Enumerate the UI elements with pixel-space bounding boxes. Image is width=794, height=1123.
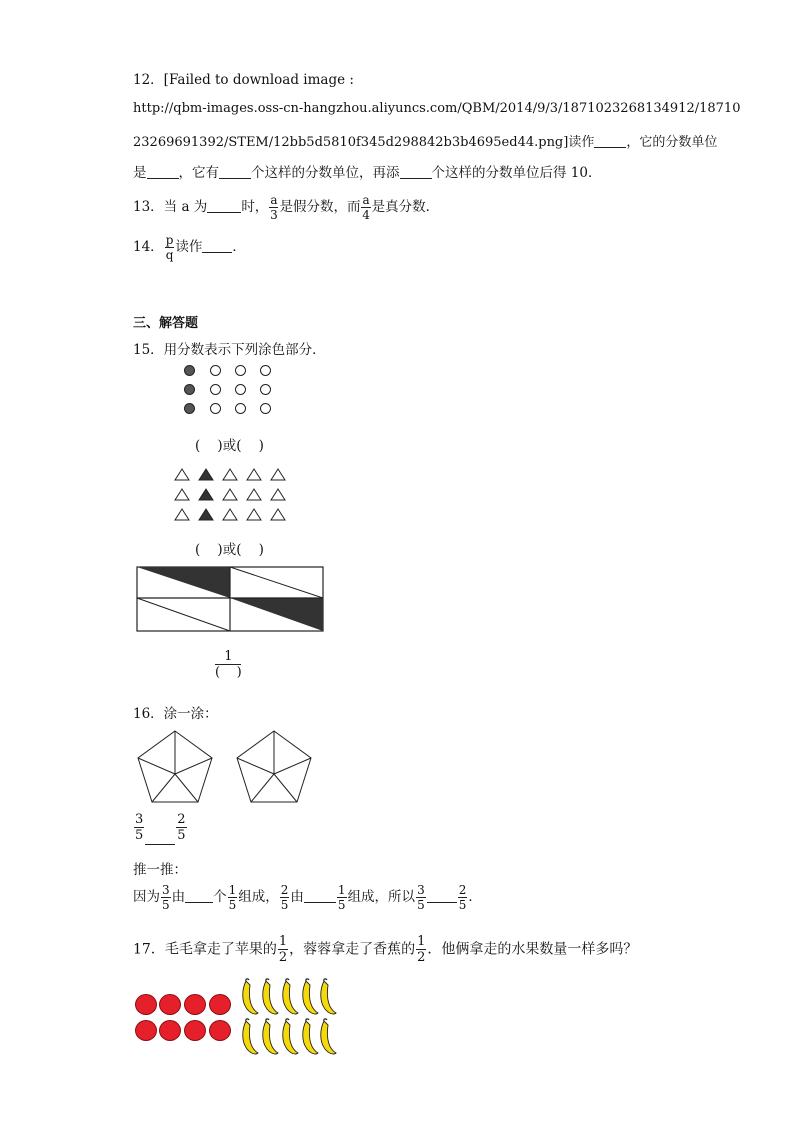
q16-f1-num: 3 <box>135 812 144 827</box>
infer-f3-den: 5 <box>280 898 289 912</box>
dot-empty <box>235 365 246 376</box>
infer-f6-den: 5 <box>458 898 467 912</box>
infer-f: 组成，所以 <box>347 889 416 905</box>
q16-prompt: 16．涂一涂： <box>133 706 218 722</box>
apple-icon <box>159 1020 181 1041</box>
q13-blank[interactable] <box>207 199 241 214</box>
q13-fraction-a3 <box>269 194 278 221</box>
infer-g: ． <box>468 889 482 905</box>
q17-f2-num: 1 <box>417 934 426 949</box>
q17-line <box>133 935 637 964</box>
q15-answer-triangles[interactable]: ( )或( ) <box>195 542 264 558</box>
q13-fraction-a4 <box>361 194 370 221</box>
q12-line3 <box>133 131 717 150</box>
infer-blank-3[interactable] <box>427 889 457 904</box>
q17-c: ．他俩拿走的水果数量一样多吗？ <box>427 941 638 958</box>
dot-empty <box>235 403 246 414</box>
apple-icon <box>209 994 231 1015</box>
q12-line3-text-a: 23269691392/STEM/12bb5d5810f345d298842b3b4695ed44.png]读作 <box>133 135 595 150</box>
q12-line3-text-b: ，它的分数单位 <box>626 135 718 150</box>
infer-blank-2[interactable] <box>304 889 336 904</box>
q14-a: 14． <box>133 239 164 255</box>
q12-blank-count[interactable] <box>219 165 251 180</box>
q14-c: ． <box>232 239 246 255</box>
q12-line4-c: 个这样的分数单位，再添 <box>251 165 400 181</box>
q15-answer-dots[interactable]: ( )或( ) <box>195 438 264 454</box>
q15-prompt: 15．用分数表示下列涂色部分． <box>133 342 326 358</box>
q13-b: 时， <box>241 199 269 215</box>
q12-blank-unit[interactable] <box>147 165 179 180</box>
banana-bunch-icon <box>236 975 344 1061</box>
q13-d: 是真分数． <box>371 199 440 215</box>
pentagon-right <box>234 729 314 805</box>
q17-f1-den: 2 <box>278 950 288 965</box>
q15-rectangle-figure <box>136 566 326 634</box>
q13-frac1-num: a <box>270 193 278 207</box>
q16-f1-den: 5 <box>135 828 144 843</box>
dot-filled <box>184 403 195 414</box>
q14-b: 读作 <box>175 239 203 255</box>
dot-empty <box>235 384 246 395</box>
q12-line4-a: 是 <box>133 165 147 181</box>
infer-f1-num: 3 <box>162 883 170 897</box>
q15-frac-den[interactable]: ( ) <box>215 665 242 680</box>
q14-fraction-pq <box>165 234 175 261</box>
dot-empty <box>260 403 271 414</box>
q14-blank[interactable] <box>202 239 232 254</box>
infer-f5-den: 5 <box>417 898 425 912</box>
infer-f5-num: 3 <box>417 883 425 897</box>
q16-compare-blank[interactable] <box>145 831 175 846</box>
apple-icon <box>209 1020 231 1041</box>
q16-infer-line <box>133 884 482 911</box>
q16-infer-title: 推一推： <box>133 862 187 878</box>
q16-fractions <box>133 813 188 845</box>
infer-f4-num: 1 <box>337 883 346 897</box>
dot-empty <box>260 384 271 395</box>
q13-frac2-num: a <box>362 193 370 207</box>
infer-c: 个 <box>213 889 227 905</box>
infer-f2-num: 1 <box>228 883 237 897</box>
q14-frac-num: p <box>165 233 174 247</box>
q17-f2-den: 2 <box>417 950 426 965</box>
q12-blank-add[interactable] <box>400 165 432 180</box>
apple-icon <box>135 1020 157 1041</box>
q17-a: 17．毛毛拿走了苹果的 <box>133 941 277 958</box>
infer-a: 因为 <box>133 889 160 905</box>
apple-icon <box>184 1020 206 1041</box>
q17-b: ，蓉蓉拿走了香蕉的 <box>289 941 416 958</box>
infer-f2-den: 5 <box>228 898 237 912</box>
q17-f1-num: 1 <box>278 934 288 949</box>
q16-f2-den: 5 <box>177 828 186 843</box>
q12-line4 <box>133 161 601 181</box>
q15-frac-num: 1 <box>224 649 233 664</box>
apple-icon <box>135 994 157 1015</box>
dot-filled <box>184 365 195 376</box>
q14-line <box>133 234 246 261</box>
q12-line4-d: 个这样的分数单位后得 10． <box>431 165 602 181</box>
section-title: 三、解答题 <box>133 316 199 331</box>
apple-icon <box>159 994 181 1015</box>
q13-frac2-den: 4 <box>362 208 370 222</box>
infer-f6-num: 2 <box>458 883 467 897</box>
q13-c: 是假分数，而 <box>279 199 361 215</box>
infer-f4-den: 5 <box>337 898 346 912</box>
q14-frac-den: q <box>165 248 174 262</box>
infer-f1-den: 5 <box>162 898 170 912</box>
infer-f3-num: 2 <box>280 883 289 897</box>
infer-b: 由 <box>171 889 186 905</box>
q12-line4-b: ，它有 <box>178 165 219 181</box>
dot-empty <box>260 365 271 376</box>
q16-f2-num: 2 <box>177 812 186 827</box>
q12-blank-read[interactable] <box>594 134 626 148</box>
dot-empty <box>210 384 221 395</box>
dot-empty <box>210 403 221 414</box>
dot-filled <box>184 384 195 395</box>
dot-empty <box>210 365 221 376</box>
q13-frac1-den: 3 <box>270 208 278 222</box>
infer-e: 由 <box>290 889 304 905</box>
q12-line1: 12．[Failed to download image : <box>133 72 354 88</box>
infer-blank-1[interactable] <box>185 889 213 904</box>
q15-fraction-answer <box>214 650 243 679</box>
apple-icon <box>184 994 206 1015</box>
pentagon-left <box>135 729 215 805</box>
q13-line <box>133 194 439 221</box>
q12-line2: http://qbm-images.oss-cn-hangzhou.aliyuncs.com/QBM/2014/9/3/1871023268134912/18710 <box>133 101 741 116</box>
infer-d: 组成， <box>238 889 279 905</box>
triangle-grid-svg <box>174 468 294 526</box>
q13-a: 13．当 a 为 <box>133 199 208 215</box>
